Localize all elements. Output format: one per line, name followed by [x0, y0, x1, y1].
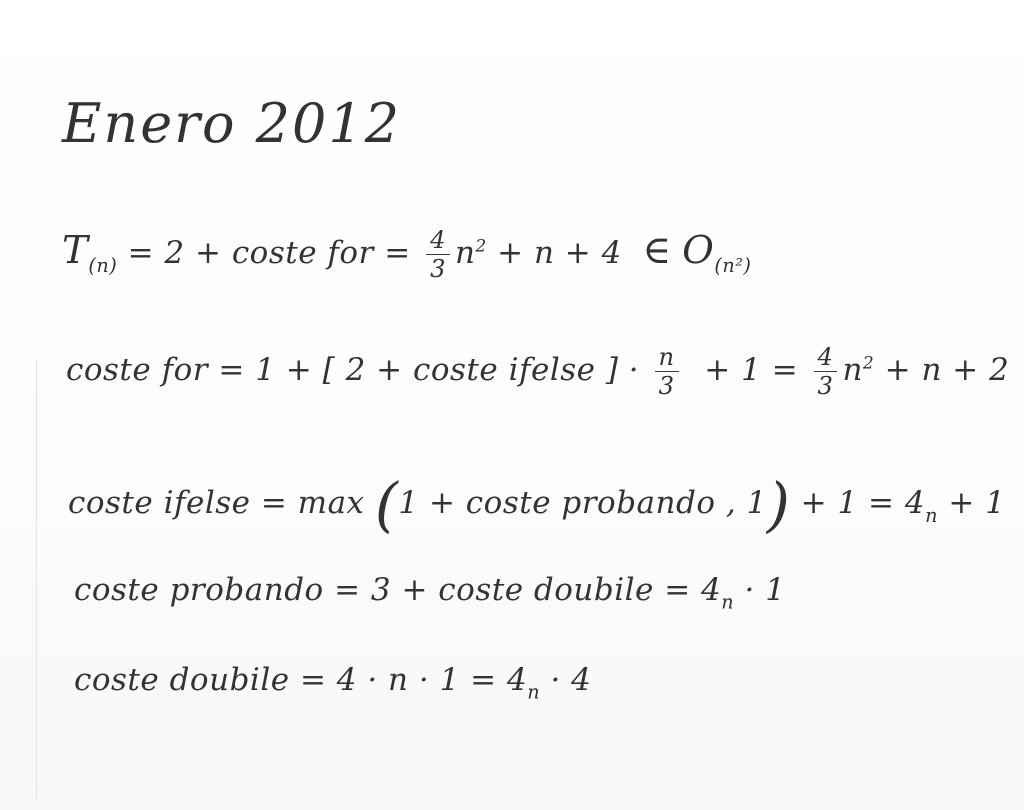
t-expression-rest: + n + 4 [497, 235, 622, 272]
belongs-symbol: ∈ [642, 228, 672, 274]
page-edge-line [36, 360, 37, 800]
coste-ifelse-tail: + 1 [948, 485, 1006, 522]
n-subscript: n [721, 590, 735, 614]
max-arguments: 1 + coste probando , 1 [398, 485, 767, 522]
equation-line-coste-ifelse [68, 470, 1005, 539]
fraction-n-thirds [655, 343, 679, 401]
big-o-argument: (n²) [714, 253, 752, 277]
fraction-numerator: n [655, 345, 679, 372]
fraction-denominator: 3 [658, 372, 675, 401]
coste-probando-left: coste probando = 3 + coste doubile = 4 [74, 572, 722, 608]
coste-doubile-left: coste doubile = 4 · n · 1 = 4 [74, 662, 528, 698]
coste-for-left: coste for = 1 + [ 2 + coste ifelse ] · [66, 352, 640, 389]
coste-ifelse-rest: + 1 = 4 [800, 485, 926, 522]
t-symbol: T [62, 228, 89, 274]
equation-line-coste-for [66, 343, 1010, 401]
coste-ifelse-left: coste ifelse = max [68, 485, 365, 522]
n-variable: n [842, 352, 863, 389]
equation-line-t-of-n [62, 226, 752, 284]
fraction-four-thirds [426, 226, 450, 284]
big-o-symbol: O [682, 228, 715, 274]
n-subscript: n [925, 503, 938, 527]
exponent: 2 [862, 353, 875, 374]
t-argument: (n) [88, 253, 118, 277]
fraction-denominator: 3 [430, 255, 446, 284]
fraction-numerator: 4 [814, 345, 838, 372]
fraction-denominator: 3 [817, 372, 834, 401]
equation-line-coste-probando [74, 572, 785, 614]
coste-for-middle: + 1 = [704, 352, 799, 389]
t-expression: = 2 + coste for = [127, 235, 411, 272]
coste-doubile-tail: · 4 [550, 662, 592, 698]
coste-probando-tail: · 1 [744, 572, 786, 608]
exponent: 2 [475, 236, 487, 257]
close-paren: ) [766, 470, 791, 539]
equation-line-coste-doubile [74, 662, 591, 704]
open-paren: ( [374, 470, 399, 539]
n-subscript: n [527, 680, 541, 704]
fraction-numerator: 4 [426, 228, 450, 255]
fraction-four-thirds [814, 343, 838, 401]
page-title: Enero 2012 [62, 92, 402, 155]
n-variable: n [454, 235, 476, 272]
coste-for-rest: + n + 2 [884, 352, 1010, 389]
